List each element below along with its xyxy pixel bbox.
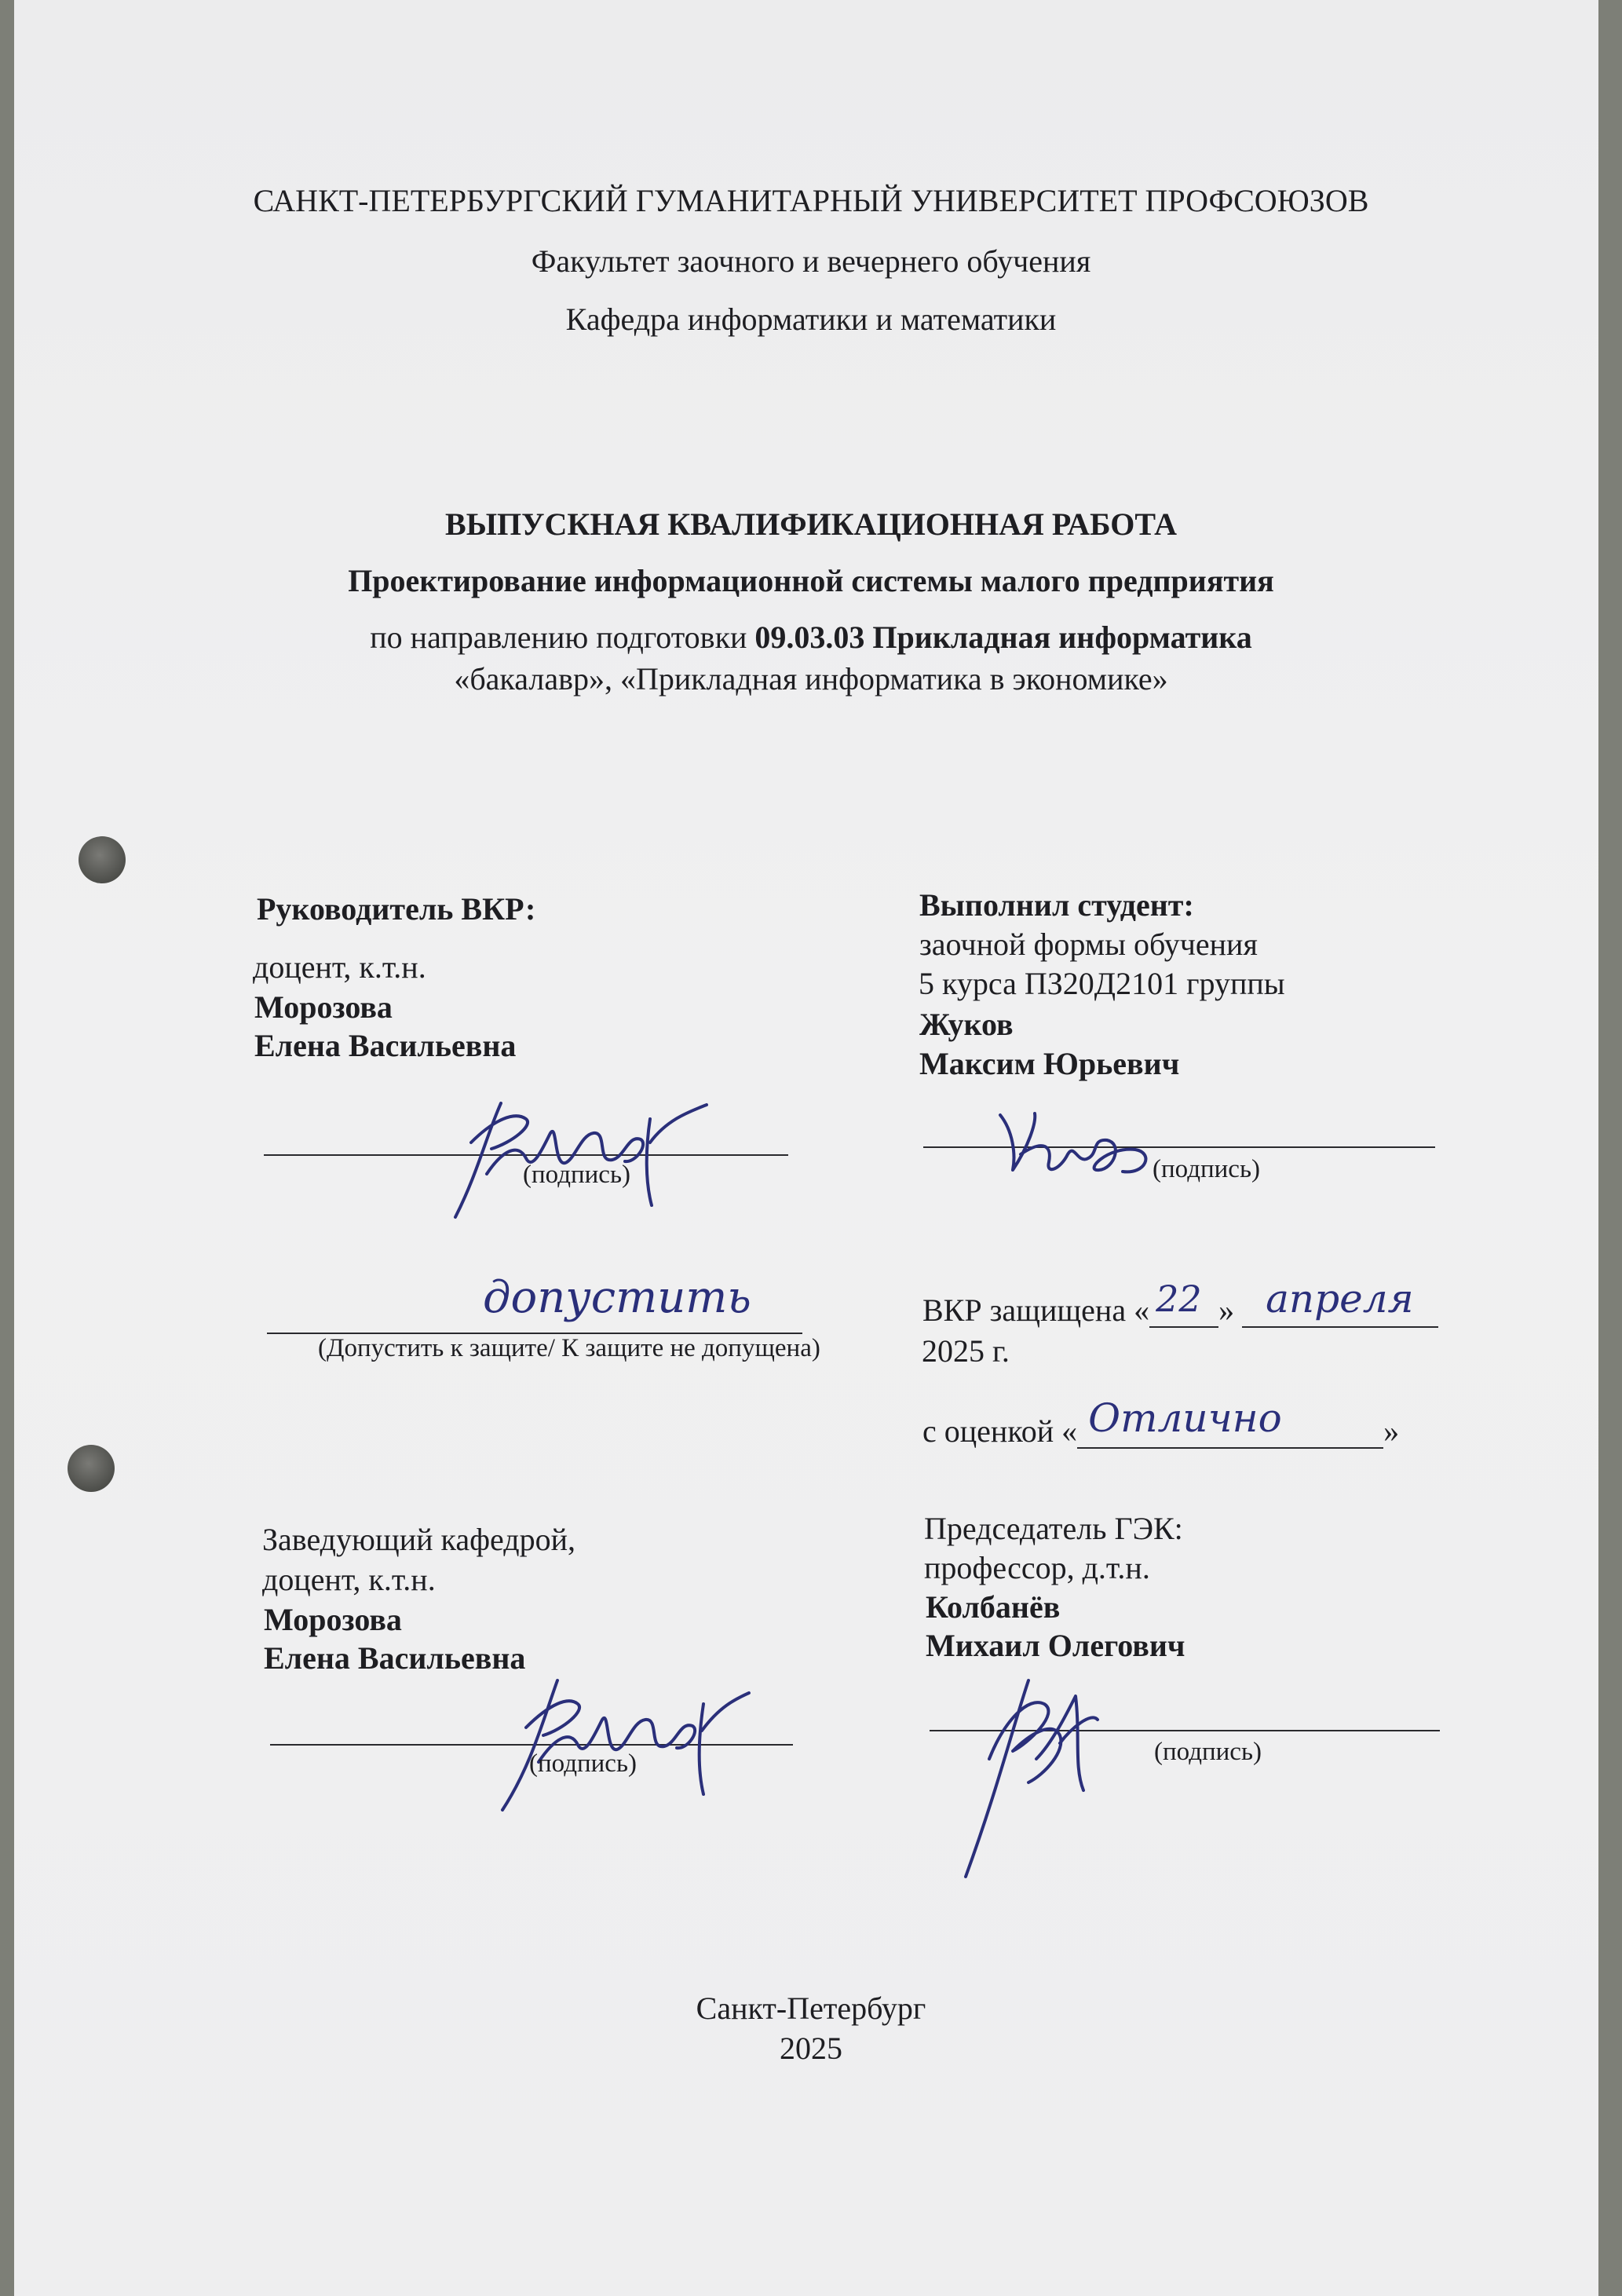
defense-grade xyxy=(922,1395,1400,1449)
grade-field xyxy=(1077,1395,1383,1449)
training-direction xyxy=(0,622,1622,653)
head-position: доцент, к.т.н. xyxy=(262,1562,436,1597)
gek-surname: Колбанёв xyxy=(926,1589,1061,1625)
department-name: Кафедра информатики и математики xyxy=(565,302,1057,337)
defense-date xyxy=(922,1276,1438,1328)
work-type: ВЫПУСКНАЯ КВАЛИФИКАЦИОННАЯ РАБОТА xyxy=(445,506,1177,542)
student-signature-caption: (подпись) xyxy=(1153,1155,1260,1183)
faculty-name: Факультет заочного и вечернего обучения xyxy=(531,243,1091,279)
head-signature xyxy=(487,1665,754,1814)
direction-prefix: по направлению подготовки xyxy=(370,620,755,655)
supervisor-surname: Морозова xyxy=(254,989,393,1025)
gek-name: Михаил Олегович xyxy=(926,1628,1185,1663)
punch-hole xyxy=(79,836,126,883)
defense-month-field xyxy=(1242,1276,1438,1328)
student-signature xyxy=(989,1099,1162,1186)
supervisor-position: доцент, к.т.н. xyxy=(253,949,426,985)
admission-caption: (Допустить к защите/ К защите не допущена) xyxy=(318,1334,820,1362)
defense-day: 22 xyxy=(1156,1278,1202,1320)
supervisor-signature-caption: (подпись) xyxy=(523,1161,630,1189)
work-topic: Проектирование информационной системы малого предприятия xyxy=(348,563,1274,598)
defense-year: 2025 г. xyxy=(922,1333,1010,1369)
gek-heading: Председатель ГЭК: xyxy=(924,1511,1183,1546)
profile: «бакалавр», «Прикладная информатика в экономике» xyxy=(454,661,1168,696)
city: Санкт-Петербург xyxy=(696,1991,926,2026)
student-course-group: 5 курса ПЗ20Д2101 группы xyxy=(919,966,1285,1001)
student-study-form: заочной формы обучения xyxy=(919,927,1258,962)
supervisor-heading: Руководитель ВКР: xyxy=(257,891,536,927)
paper-sheet xyxy=(14,0,1598,2296)
defense-month: апреля xyxy=(1266,1276,1414,1322)
admission-handwritten: допустить xyxy=(483,1272,751,1323)
head-name: Елена Васильевна xyxy=(264,1640,526,1676)
defense-label: ВКР защищена « xyxy=(922,1292,1150,1328)
punch-hole xyxy=(68,1445,115,1492)
supervisor-name: Елена Васильевна xyxy=(254,1028,517,1063)
year: 2025 xyxy=(780,2031,842,2066)
direction-code: 09.03.03 Прикладная информатика xyxy=(754,620,1252,655)
gek-signature-caption: (подпись) xyxy=(1154,1738,1262,1766)
grade-label: с оценкой « xyxy=(922,1413,1078,1449)
grade-handwritten: Отлично xyxy=(1088,1395,1282,1441)
gek-position: профессор, д.т.н. xyxy=(924,1550,1150,1585)
head-heading: Заведующий кафедрой, xyxy=(262,1522,576,1557)
gek-signature xyxy=(942,1665,1099,1885)
supervisor-signature xyxy=(440,1088,722,1221)
defense-day-field xyxy=(1149,1278,1218,1328)
head-surname: Морозова xyxy=(264,1602,402,1637)
head-signature-caption: (подпись) xyxy=(529,1749,637,1778)
student-surname: Жуков xyxy=(919,1007,1014,1042)
defense-close-quote: » xyxy=(1218,1292,1235,1328)
grade-close-quote: » xyxy=(1383,1413,1400,1449)
university-name: САНКТ-ПЕТЕРБУРГСКИЙ ГУМАНИТАРНЫЙ УНИВЕРСИТЕТ ПРОФСОЮЗОВ xyxy=(253,183,1369,218)
student-name: Максим Юрьевич xyxy=(919,1046,1180,1081)
student-heading: Выполнил студент: xyxy=(919,887,1194,923)
